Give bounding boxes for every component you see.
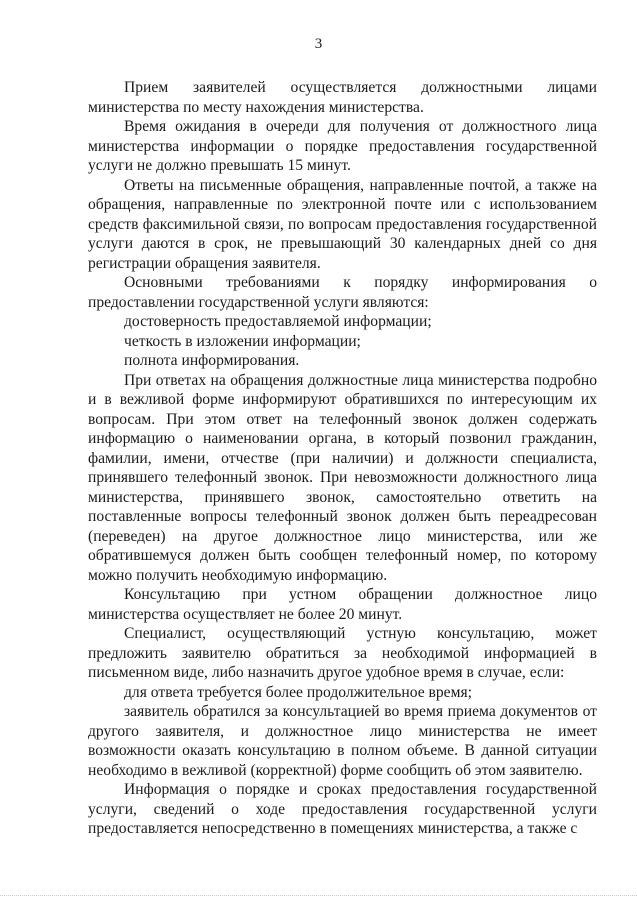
paragraph-phone-answers: При ответах на обращения должностные лица министерства подробно и в вежливой форме информируют обратившихся по интересующим их вопросам. При этом ответ на телефонный звонок должен содержать информацию о наименовании органа, в который позвонил гражданин, фамилии, имени, отчестве (при наличии) и должности специалиста, принявшего телефонный звонок. При невозможности должностного лица министерства, принявшего звонок, самостоятельно ответить на поставленные вопросы телефонный звонок должен быть переадресован (переведен) на другое должностное лицо министерства, или же обратившемуся должен быть сообщен телефонный номер, по которому можно получить необходимую информацию. bbox=[88, 371, 597, 584]
scan-edge-dots bbox=[0, 895, 637, 897]
paragraph-specialist-offer: Специалист, осуществляющий устную консультацию, может предложить заявителю обратиться за необходимой информацией в письменном виде, либо назначить другое удобное время в случае, если: bbox=[88, 625, 597, 681]
list-item-completeness: полнота информирования. bbox=[124, 352, 300, 369]
document-body bbox=[88, 78, 597, 839]
list-item-reliability: достоверность предоставляемой информации; bbox=[124, 313, 432, 330]
page-number: 3 bbox=[314, 36, 323, 52]
paragraph-waiting-time: Время ожидания в очереди для получения от должностного лица министерства информации о порядке предоставления государственной услуги не должно превышать 15 минут. bbox=[88, 118, 597, 174]
list-item-clarity: четкость в изложении информации; bbox=[124, 332, 361, 350]
paragraph-requirements-intro: Основными требованиями к порядку информирования о предоставлении государственной услуги являются: bbox=[88, 274, 597, 311]
paragraph-written-replies: Ответы на письменные обращения, направленные почтой, а также на обращения, направленные по электронной почте или с использованием средств факсимильной связи, по вопросам предоставления государственной услуги даются в срок, не превышающий 30 календарных дней со дня регистрации обращения заявителя. bbox=[88, 176, 597, 272]
paragraph-consultation-duration: Консультацию при устном обращении должностное лицо министерства осуществляет не более 20 минут. bbox=[88, 586, 597, 623]
paragraph-reception: Прием заявителей осуществляется должностными лицами министерства по месту нахождения министерства. bbox=[88, 79, 597, 116]
paragraph-information-location: Информация о порядке и сроках предоставления государственной услуги, сведений о ходе предоставления государственной услуги предоставляется непосредственно в помещениях министерства, а также с bbox=[88, 781, 597, 837]
list-item-busy-specialist: заявитель обратился за консультацией во время приема документов от другого заявителя, и должностное лицо министерства не имеет возможности оказать консультацию в полном объеме. В данной ситуации необходимо в вежливой (корректной) форме сообщить об этом заявителю. bbox=[88, 703, 597, 779]
list-item-longer-time: для ответа требуется более продолжительное время; bbox=[124, 683, 472, 701]
